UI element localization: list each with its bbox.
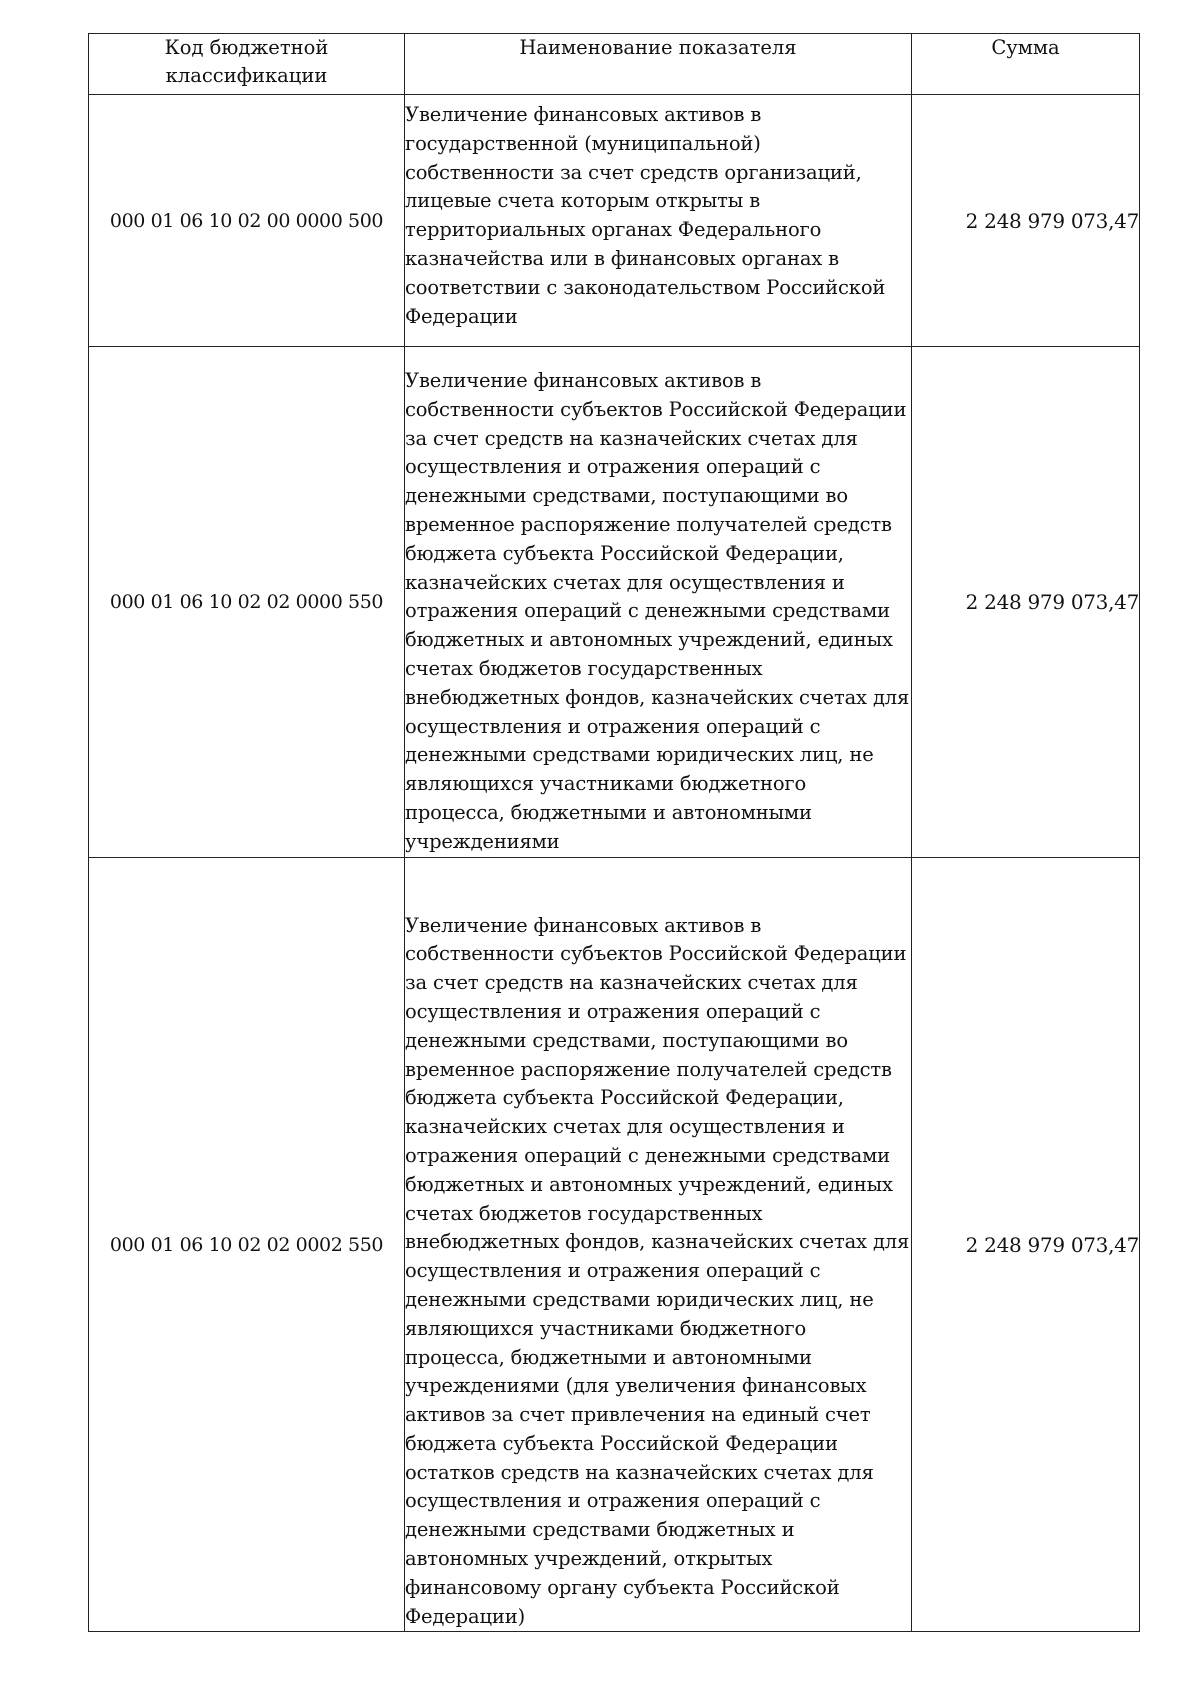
row-name: Увеличение финансовых активов в собственности субъектов Российской Федерации за счет средств на казначейских счетах для осуществления и отражения операций с денежными средствами, поступающими во временное распоряжение получателей средств бюджета субъекта Российской Федерации, казначейских счетах для осуществления и отражения операций с денежными средствами бюджетных и автономных учреждений, единых счетах бюджетов государственных внебюджетных фондов, казначейских счетах для осуществления и отражения операций с денежными средствами юридических лиц, не являющихся участниками бюджетного процесса, бюджетными и автономными учреждениями (405, 347, 912, 858)
row-sum: 2 248 979 073,47 (912, 347, 1140, 858)
row-name: Увеличение финансовых активов в собственности субъектов Российской Федерации за счет средств на казначейских счетах для осуществления и отражения операций с денежными средствами, поступающими во временное распоряжение получателей средств бюджета субъекта Российской Федерации, казначейских счетах для осуществления и отражения операций с денежными средствами бюджетных и автономных учреждений, единых счетах бюджетов государственных внебюджетных фондов, казначейских счетах для осуществления и отражения операций с денежными средствами юридических лиц, не являющихся участниками бюджетного процесса, бюджетными и автономными учреждениями (для увеличения финансовых активов за счет привлечения на единый счет бюджета субъекта Российской Федерации остатков средств на казначейских счетах для осуществления и отражения операций с денежными средствами бюджетных и автономных учреждений, открытых финансовому органу субъекта Российской Федерации) (405, 857, 912, 1632)
row-code: 000 01 06 10 02 02 0000 550 (89, 347, 405, 858)
table-row (89, 857, 1140, 1632)
row-sum: 2 248 979 073,47 (912, 857, 1140, 1632)
row-name: Увеличение финансовых активов в государственной (муниципальной) собственности за счет средств организаций, лицевые счета которым открыты в территориальных органах Федерального казначейства или в финансовых органах в соответствии с законодательством Российской Федерации (405, 95, 912, 347)
table-header-row (89, 34, 1140, 95)
header-sum: Сумма (912, 34, 1140, 95)
header-name: Наименование показателя (405, 34, 912, 95)
row-code: 000 01 06 10 02 00 0000 500 (89, 95, 405, 347)
table-row (89, 95, 1140, 347)
budget-classification-table (88, 33, 1140, 1632)
row-sum: 2 248 979 073,47 (912, 95, 1140, 347)
header-code: Код бюджетной классификации (89, 34, 405, 95)
row-code: 000 01 06 10 02 02 0002 550 (89, 857, 405, 1632)
table-row (89, 347, 1140, 858)
